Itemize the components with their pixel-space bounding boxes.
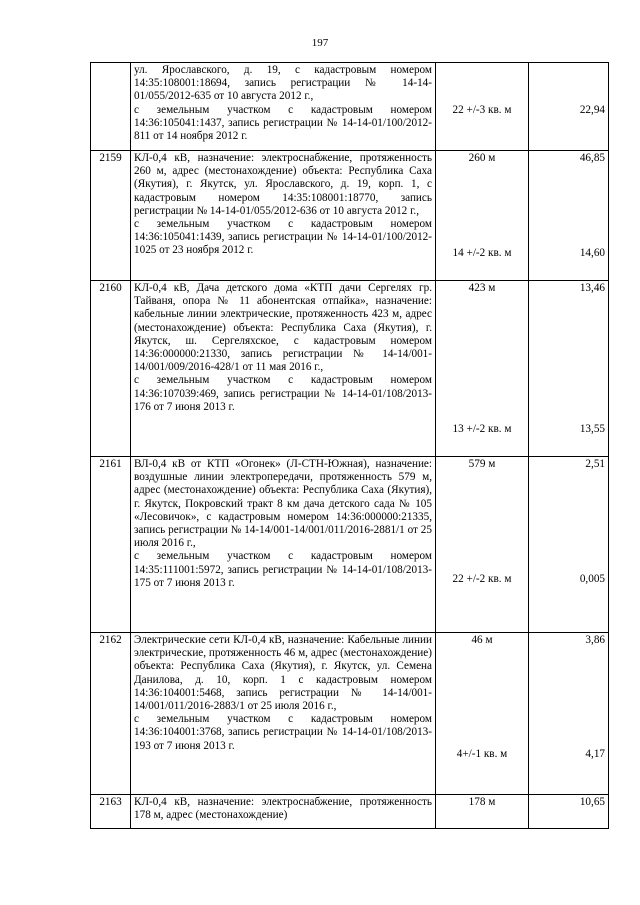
row-description — [131, 63, 436, 151]
extent-primary: 260 м — [468, 152, 496, 164]
table-row — [91, 795, 609, 829]
row-description — [131, 633, 436, 795]
row-number: 2161 — [91, 457, 131, 633]
extent-primary — [439, 64, 525, 104]
object-description: КЛ-0,4 кВ, назначение: электроснабжение, протяженность 260 м, адрес (местонахождение) объекта: Республика Саха (Якутия), г. Якутск, ул. Ярославского, д. 19, корп. 1, с кадастровым номером 14:35:108001:18770, запись регистрации № 14-14-01/055/2012-636 от 10 августа 2012 г., — [134, 152, 432, 217]
extent-primary: 423 м — [468, 282, 496, 294]
extent-land: 22 +/-2 кв. м — [452, 572, 512, 585]
row-number: 2160 — [91, 281, 131, 457]
row-extent — [436, 795, 529, 829]
row-number — [91, 63, 131, 151]
row-extent — [436, 633, 529, 795]
extent-land: 4+/-1 кв. м — [456, 747, 508, 760]
object-description: Электрические сети КЛ-0,4 кВ, назначение: Кабельные линии электрические, протяженность 46 м, адрес (местонахождение) объекта: Республика Саха (Якутия), г. Якутск, ул. Семена Данилова, д. 10, корп. 1 с кадастровым номером 14:36:104001:5468, запись регистрации № 14-14/001-14/001/011/2016-2883/1 от 25 июля 2016 г., — [134, 634, 432, 713]
page-number: 197 — [311, 37, 329, 49]
table-row — [91, 457, 609, 633]
table-row — [91, 63, 609, 151]
object-description: ул. Ярославского, д. 19, с кадастровым номером 14:35:108001:18694, запись регистрации № 14-14-01/055/2012-635 от 10 августа 2012 г., — [134, 64, 432, 103]
extent-land: 22 +/-3 кв. м — [452, 103, 512, 116]
extent-land: 13 +/-2 кв. м — [452, 422, 512, 435]
row-value — [529, 281, 609, 457]
land-plot-description: с земельным участком с кадастровым номером 14:36:104001:3768, запись регистрации № 14-14-01/108/2013-193 от 7 июня 2013 г. — [134, 713, 432, 752]
object-description: КЛ-0,4 кВ, назначение: электроснабжение, протяженность 178 м, адрес (местонахождение) — [134, 796, 432, 822]
value-land: 13,55 — [579, 422, 605, 435]
value-primary: 10,65 — [579, 796, 605, 808]
table-row — [91, 633, 609, 795]
value-land: 14,60 — [579, 246, 605, 259]
value-primary: 13,46 — [579, 282, 605, 294]
value-land: 4,17 — [585, 747, 605, 760]
extent-primary: 46 м — [471, 634, 493, 646]
row-extent — [436, 63, 529, 151]
value-land: 0,005 — [579, 572, 605, 585]
property-table — [90, 62, 609, 829]
land-plot-description: с земельным участком с кадастровым номером 14:36:105041:1437, запись регистрации № 14-14-01/100/2012-811 от 14 ноября 2012 г. — [134, 103, 432, 143]
land-plot-description: с земельным участком с кадастровым номером 14:36:105041:1439, запись регистрации № 14-14-01/100/2012-1025 от 23 ноября 2012 г. — [134, 218, 432, 257]
row-extent — [436, 151, 529, 281]
row-extent — [436, 281, 529, 457]
extent-primary: 579 м — [468, 458, 496, 470]
row-value — [529, 151, 609, 281]
table-row — [91, 281, 609, 457]
extent-land: 14 +/-2 кв. м — [452, 246, 512, 259]
row-value — [529, 63, 609, 151]
land-plot-description: с земельным участком с кадастровым номером 14:35:111001:5972, запись регистрации № 14-14-01/108/2013-175 от 7 июня 2013 г. — [134, 550, 432, 589]
row-number: 2159 — [91, 151, 131, 281]
row-value — [529, 457, 609, 633]
row-extent — [436, 457, 529, 633]
extent-primary: 178 м — [468, 796, 496, 808]
row-description — [131, 795, 436, 829]
table-row — [91, 151, 609, 281]
value-primary: 2,51 — [585, 458, 605, 470]
row-value — [529, 795, 609, 829]
object-description: КЛ-0,4 кВ, Дача детского дома «КТП дачи Сергелях гр. Тайваня, опора № 11 абонентская отпайка», назначение: кабельные линии электрические, протяженность 423 м, адрес (местонахождение) объекта: Республика Саха (Якутия), г. Якутск, ш. Сергеляхское, с кадастровым номером 14:36:000000:21330, запись регистрации № 14-14/001-14/001/009/2016-428/1 от 11 мая 2016 г., — [134, 282, 432, 374]
object-description: ВЛ-0,4 кВ от КТП «Огонек» (Л-СТН-Южная), назначение: воздушные линии электропередачи, протяженность 579 м, адрес (местонахождение) объекта: Республика Саха (Якутия), г. Якутск, Покровский тракт 8 км дача детского сада № 105 «Лесовичок», с кадастровым номером 14:36:000000:21335, запись регистрации № 14-14/001-14/001/011/2016-2881/1 от 25 июля 2016 г., — [134, 458, 432, 550]
row-number: 2163 — [91, 795, 131, 829]
row-description — [131, 281, 436, 457]
value-primary: 3,86 — [585, 634, 605, 646]
value-primary — [532, 64, 605, 104]
value-primary: 46,85 — [579, 152, 605, 164]
land-plot-description: с земельным участком с кадастровым номером 14:36:107039:469, запись регистрации № 14-14-01/108/2013-176 от 7 июня 2013 г. — [134, 374, 432, 413]
row-description — [131, 457, 436, 633]
value-land: 22,94 — [579, 103, 605, 116]
row-value — [529, 633, 609, 795]
row-number: 2162 — [91, 633, 131, 795]
row-description — [131, 151, 436, 281]
